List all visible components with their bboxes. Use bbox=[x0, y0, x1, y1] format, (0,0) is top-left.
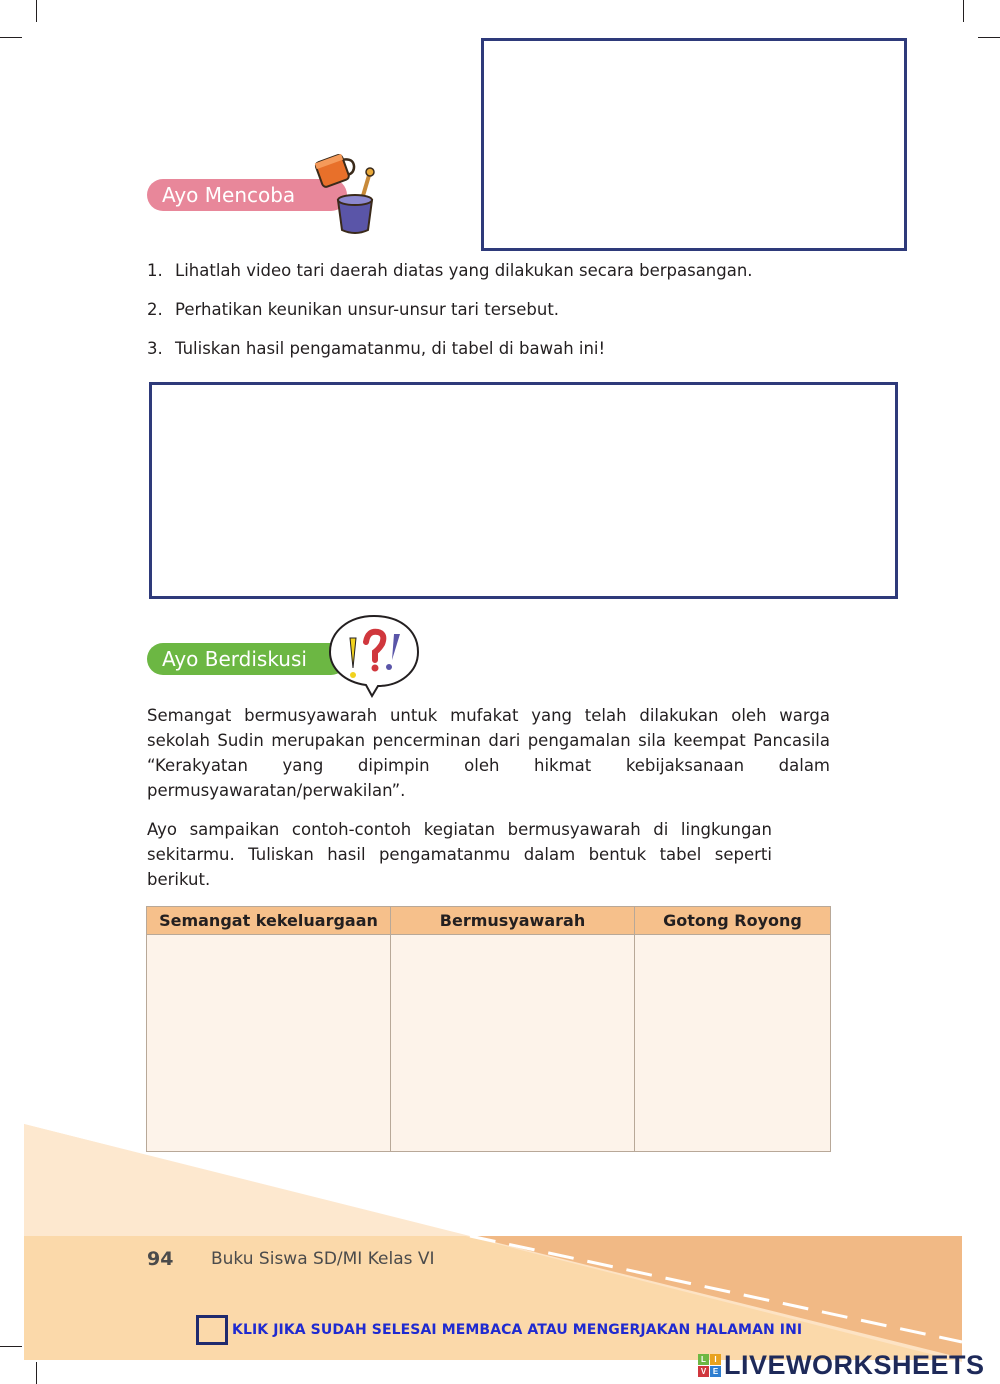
step-number: 1. bbox=[147, 261, 163, 280]
brand-name: LIVEWORKSHEETS bbox=[724, 1349, 985, 1380]
section-title-discuss bbox=[147, 643, 347, 675]
brand-letter: L bbox=[698, 1354, 709, 1365]
instruction-steps bbox=[147, 258, 847, 375]
crop-mark bbox=[978, 37, 1000, 38]
brand-letter: I bbox=[710, 1354, 721, 1365]
liveworksheets-logo bbox=[698, 1346, 985, 1384]
crop-mark bbox=[36, 0, 37, 22]
instruction-paragraph: Ayo sampaikan contoh-contoh kegiatan bermusyawarah di lingkungan sekitarmu. Tuliskan hasil pengamatanmu dalam bentuk tabel seperti berikut. bbox=[147, 820, 772, 889]
book-title: Buku Siswa SD/MI Kelas VI bbox=[211, 1249, 435, 1269]
brand-logo-icon bbox=[698, 1354, 721, 1377]
step-text: Tuliskan hasil pengamatanmu, di tabel di bawah ini! bbox=[175, 339, 606, 358]
step-text: Perhatikan keunikan unsur-unsur tari tersebut. bbox=[175, 300, 560, 319]
page-number: 94 bbox=[147, 1248, 174, 1270]
brand-letter: V bbox=[698, 1366, 709, 1377]
mug-pot-icon bbox=[310, 148, 382, 238]
speech-bubble-icon bbox=[326, 612, 422, 698]
crop-mark bbox=[0, 37, 22, 38]
answer-textbox[interactable] bbox=[149, 382, 898, 599]
table-header-cell: Bermusyawarah bbox=[391, 907, 635, 935]
step-item bbox=[147, 297, 847, 336]
table-header-cell: Semangat kekeluargaan bbox=[147, 907, 391, 935]
done-checkbox-label[interactable]: KLIK JIKA SUDAH SELESAI MEMBACA ATAU MENGERJAKAN HALAMAN INI bbox=[232, 1322, 803, 1338]
table-header-cell: Gotong Royong bbox=[635, 907, 831, 935]
video-embed-box[interactable] bbox=[481, 38, 907, 251]
crop-mark bbox=[963, 0, 964, 22]
step-text: Lihatlah video tari daerah diatas yang dilakukan secara berpasangan. bbox=[175, 261, 753, 280]
section-title-try-label: Ayo Mencoba bbox=[162, 183, 296, 207]
brand-letter: E bbox=[710, 1366, 721, 1377]
step-item bbox=[147, 336, 847, 375]
step-item bbox=[147, 258, 847, 297]
done-checkbox[interactable] bbox=[196, 1315, 228, 1345]
step-number: 2. bbox=[147, 300, 163, 319]
footer-decoration bbox=[0, 1110, 1000, 1384]
table-header-row bbox=[147, 907, 831, 935]
section-title-discuss-label: Ayo Berdiskusi bbox=[162, 647, 307, 671]
discussion-paragraph: Semangat bermusyawarah untuk mufakat yang telah dilakukan oleh warga sekolah Sudin merupakan pencerminan dari pengamalan sila keempat Pancasila “Kerakyatan yang dipimpin oleh hikmat kebijaksanaan dalam permusyawaratan/perwakilan”. bbox=[147, 706, 830, 800]
step-number: 3. bbox=[147, 339, 163, 358]
